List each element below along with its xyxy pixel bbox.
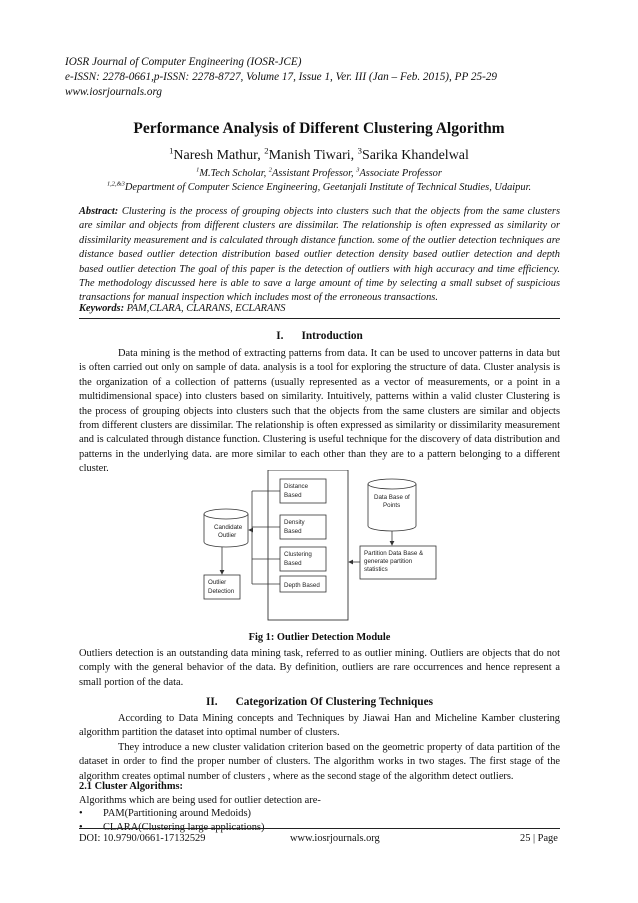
distance-label-2: Based xyxy=(284,492,302,499)
journal-website: www.iosrjournals.org xyxy=(65,86,162,98)
author-2-sup: 2 xyxy=(264,145,269,156)
author-2: Manish Tiwari, xyxy=(268,148,358,163)
author-3-sup: 3 xyxy=(357,145,362,156)
post-figure-paragraph: Outliers detection is an outstanding data mining task, referred to as outlier mining. Outliers are objects that do not comply with the general behavior of the data. By definition, outliers are rare occurrences and hence represent a small portion of the data. xyxy=(79,648,560,688)
author-roles xyxy=(0,168,638,179)
journal-name: IOSR Journal of Computer Engineering (IOSR-JCE) xyxy=(65,56,302,68)
abstract-label: Abstract: xyxy=(79,206,119,217)
footer-doi: DOI: 10.9790/0661-17132529 xyxy=(79,833,206,844)
footer-divider xyxy=(79,828,560,829)
keywords-text: PAM,CLARA, CLARANS, ECLARANS xyxy=(126,303,286,314)
author-1: Naresh Mathur, xyxy=(173,148,265,163)
candidate-label-2: Outlier xyxy=(218,532,237,539)
partition-label-2: generate partition xyxy=(364,558,413,565)
section-2-paragraph-2: They introduce a new cluster validation criterion based on the geometric property of data partition of the dataset in order to find the proper number of clusters. The algorithm works in two stages. The first stage of the algorithm creates optimal number of clusters , where as the second stage of the algorithm detect outliers. xyxy=(79,742,560,782)
outlier-label-1: Outlier xyxy=(208,579,227,586)
partition-label-1: Partition Data Base & xyxy=(364,550,424,557)
affiliation-text: Department of Computer Science Engineering, Geetanjali Institute of Technical Studies, Udaipur. xyxy=(124,182,532,193)
bullet-item xyxy=(79,808,560,819)
footer-page: 25 | Page xyxy=(520,833,558,844)
partition-label-3: statistics xyxy=(364,566,388,573)
subsection-2-1-intro: Algorithms which are being used for outlier detection are- xyxy=(79,795,321,806)
bullet-pam: PAM(Partitioning around Medoids) xyxy=(103,808,251,819)
role-1: M.Tech Scholar, xyxy=(199,168,269,179)
section-2-title: Categorization Of Clustering Techniques xyxy=(235,696,433,708)
role-2-sup: 2 xyxy=(268,166,273,174)
database-label-1: Data Base of xyxy=(374,494,410,501)
abstract-text: Clustering is the process of grouping objects into clusters such that the objects from the same clusters are similar and objects from different clusters are dissimilar. The relationship is often expressed as similarity or dissimilarity measurement and is calculated through distance function. some of the outlier detection techniques are distance based outlier detection distribution based outlier detection density based outlier detection and depth based outlier detection The goal of this paper is the detection of outliers with high accuracy and time efficiency. The methodology discussed here is able to save a large amount of time by selecting a small subset of suspicious transactions for manual inspection which includes most of the erroneous transactions. xyxy=(79,206,560,304)
diagram-svg xyxy=(176,470,564,622)
role-3: Associate Professor xyxy=(359,168,442,179)
section-2-paragraph-1: According to Data Mining concepts and Techniques by Jiawai Han and Micheline Kamber clustering algorithm partition the dataset into optimal number of clusters. xyxy=(79,713,560,739)
issn-line: e-ISSN: 2278-0661,p-ISSN: 2278-8727, Volume 17, Issue 1, Ver. III (Jan – Feb. 2015), PP 25-29 xyxy=(65,71,497,83)
outlier-label-2: Detection xyxy=(208,588,235,595)
abstract-divider xyxy=(79,318,560,319)
abstract xyxy=(79,205,560,306)
section-2-number: II. xyxy=(205,696,218,708)
keywords xyxy=(79,302,560,316)
paper-title: Performance Analysis of Different Clustering Algorithm xyxy=(133,120,505,137)
depth-label: Depth Based xyxy=(284,582,320,589)
density-label-1: Density xyxy=(284,519,305,526)
section-1-number: I. xyxy=(276,330,284,342)
clustering-label-2: Based xyxy=(284,560,302,567)
keywords-label: Keywords: xyxy=(79,303,125,314)
author-1-sup: 1 xyxy=(169,145,174,156)
author-3: Sarika Khandelwal xyxy=(362,148,469,163)
distance-label-1: Distance xyxy=(284,483,309,490)
density-label-2: Based xyxy=(284,528,302,535)
role-3-sup: 3 xyxy=(356,166,360,174)
outlier-detection-diagram xyxy=(176,470,564,622)
clustering-label-1: Clustering xyxy=(284,551,312,558)
candidate-label-1: Candidate xyxy=(214,524,243,531)
section-1-title: Introduction xyxy=(301,330,363,342)
bullet-dot: • xyxy=(79,822,83,833)
subsection-2-1-title: 2.1 Cluster Algorithms: xyxy=(79,781,183,792)
bullet-dot: • xyxy=(79,808,83,819)
author-list xyxy=(0,145,638,164)
footer-website: www.iosrjournals.org xyxy=(290,833,380,844)
bullet-clara: CLARA(Clustering large applications) xyxy=(103,822,265,833)
database-label-2: Points xyxy=(383,502,401,509)
section-1-paragraph: Data mining is the method of extracting patterns from data. It can be used to uncover patterns in data but is often carried out only on sample of data. analysis is a tool for exploring the structure of data. Cluster analysis is the organization of a collection of patterns (usually represented as a vector of measurements, or a point in a multidimensional space) into clusters based on similarity. Intuitively, patterns within a valid cluster Clustering is the process of grouping objects into clusters such that the objects from the same clusters are similar and objects from different clusters are dissimilar. The relationship is often expressed as similarity or dissimilarity measurement and is calculated through distance function. Clustering is useful technique for the discovery of data distribution and patterns in the underlying data. are more similar to each other than they are to a pattern belonging to a different cluster. xyxy=(79,348,560,475)
affiliation xyxy=(0,182,638,193)
affiliation-sup: 1,2,&3 xyxy=(106,180,125,188)
section-2-heading xyxy=(79,696,560,708)
role-1-sup: 1 xyxy=(196,166,200,174)
role-2: Assistant Professor, xyxy=(272,168,357,179)
section-1-heading xyxy=(79,330,560,342)
figure-caption: Fig 1: Outlier Detection Module xyxy=(248,632,391,643)
